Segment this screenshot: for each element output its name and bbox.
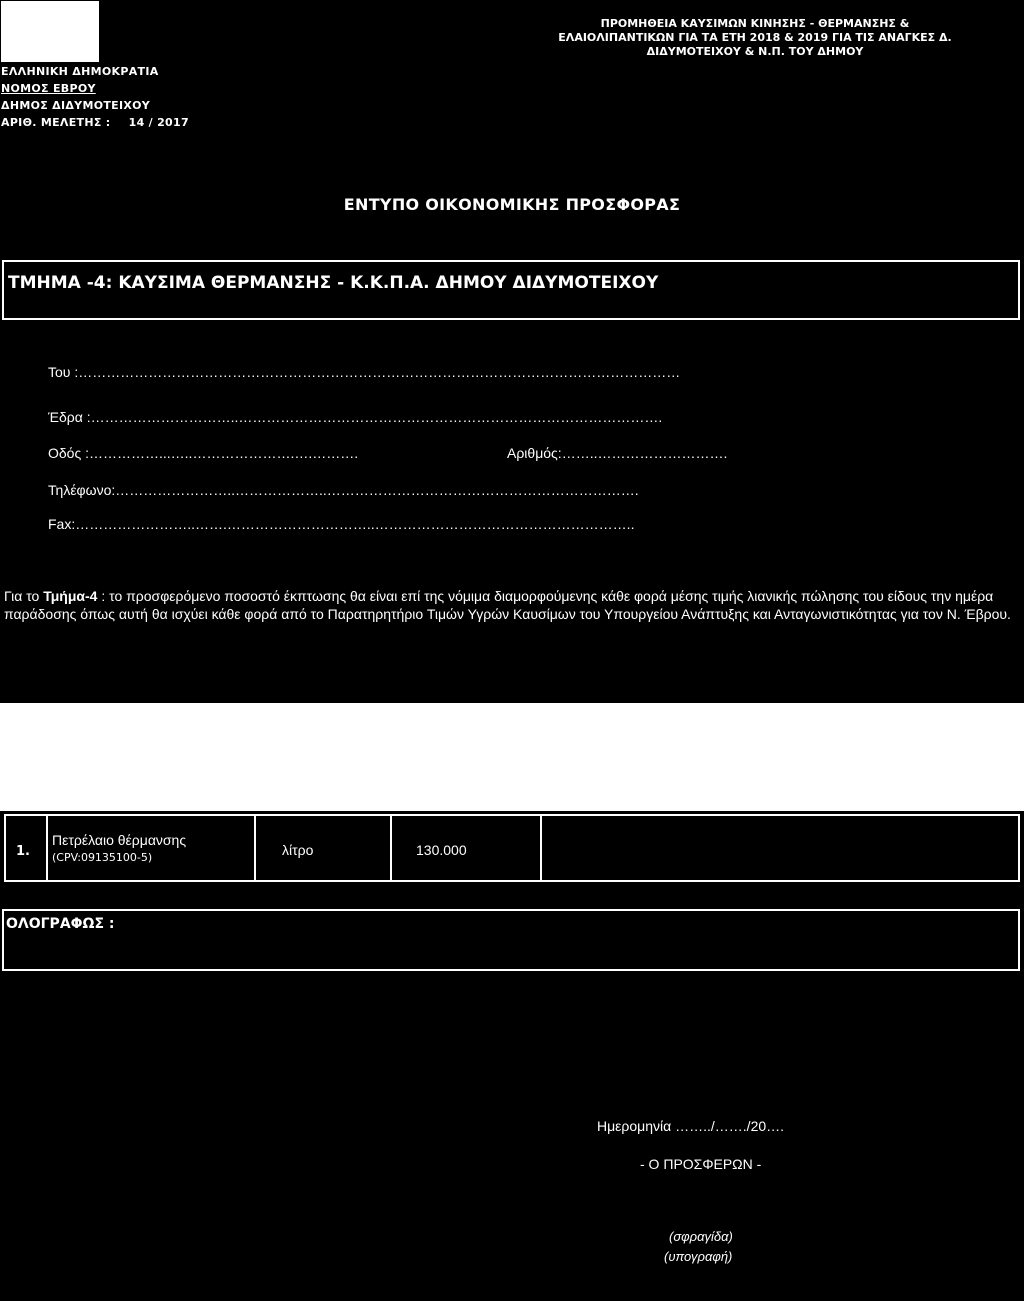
study-number-label: ΑΡΙΘ. ΜΕΛΕΤΗΣ :	[1, 116, 111, 129]
cell-discount[interactable]	[540, 814, 1020, 882]
row-num: 1.	[16, 844, 30, 859]
cell-num	[4, 814, 46, 882]
cell-unit	[254, 814, 390, 882]
signature-sign: (υπογραφή)	[664, 1249, 733, 1264]
project-line-2: ΕΛΑΙΟΛΙΠΑΝΤΙΚΩΝ ΓΙΑ ΤΑ ΕΤΗ 2018 & 2019 ΓΙΑ ΤΙΣ ΑΝΑΓΚΕΣ Δ.	[558, 31, 952, 44]
field-tilefono[interactable]: Τηλέφωνο:……………………..………………..………………………………………………………….	[48, 482, 639, 498]
para-prefix: Για το	[4, 588, 44, 604]
project-title	[520, 17, 990, 59]
olografos-label: ΟΛΟΓΡΑΦΩΣ :	[6, 916, 115, 932]
header-study-number	[1, 116, 189, 130]
cell-desc	[46, 814, 254, 882]
header-municipality: ΔΗΜΟΣ ΔΙΔΥΜΟΤΕΙΧΟΥ	[1, 99, 151, 112]
cell-qty	[390, 814, 540, 882]
field-edra[interactable]: Έδρα :…………………………..……………………………………………………………………………….	[48, 409, 663, 425]
signature-seal: (σφραγίδα)	[669, 1229, 733, 1244]
project-line-1: ΠΡΟΜΗΘΕΙΑ ΚΑΥΣΙΜΩΝ ΚΙΝΗΣΗΣ - ΘΕΡΜΑΝΣΗΣ &	[600, 17, 910, 30]
signature-offerer: - Ο ΠΡΟΣΦΕΡΩΝ -	[640, 1156, 762, 1172]
section-box	[2, 260, 1020, 320]
field-arithmos[interactable]: Αριθμός:……..……………………….	[507, 445, 728, 461]
header-prefecture: ΝΟΜΟΣ ΕΒΡΟΥ	[1, 82, 96, 95]
row-cpv: (CPV:09135100-5)	[52, 851, 153, 864]
row-qty: 130.000	[416, 842, 467, 858]
signature-date[interactable]: Ημερομηνία ……../……./20….	[597, 1118, 785, 1134]
section-title: ΤΜΗΜΑ -4: ΚΑΥΣΙΜΑ ΘΕΡΜΑΝΣΗΣ - Κ.Κ.Π.Α. ΔΗΜΟΥ ΔΙΔΥΜΟΤΕΙΧΟΥ	[8, 273, 659, 293]
field-fax[interactable]: Fax:……………………..…….…………………………..………………………………………………..	[48, 516, 635, 532]
form-title: ΕΝΤΥΠΟ ΟΙΚΟΝΟΜΙΚΗΣ ΠΡΟΣΦΟΡΑΣ	[343, 195, 681, 214]
table-row	[4, 814, 1020, 882]
field-odos[interactable]: Οδός :……………...…..………………….….……….	[48, 445, 359, 461]
emblem-placeholder	[1, 1, 99, 62]
conditions-paragraph	[4, 587, 1018, 623]
header-republic: ΕΛΛΗΝΙΚΗ ΔΗΜΟΚΡΑΤΙΑ	[1, 65, 159, 78]
olografos-box[interactable]	[2, 909, 1020, 971]
project-line-3: ΔΙΔΥΜΟΤΕΙΧΟΥ & Ν.Π. ΤΟΥ ΔΗΜΟΥ	[646, 45, 864, 58]
study-number-value: 14 / 2017	[128, 116, 189, 129]
para-text: : το προσφερόμενο ποσοστό έκπτωσης θα είναι επί της νόμιμα διαμορφούμενης κάθε φορά μέσης τιμής λιανικής πώλησης του είδους την ημέρα παράδοσης όπως αυτή θα ισχύει κάθε φορά από το Παρατηρητήριο Τιμών Υγρών Καυσίμων του Υπουργείου Ανάπτυξης και Ανταγωνιστικότητας για τον Ν. Έβρου.	[4, 588, 1011, 622]
para-bold: Τμήμα-4	[43, 588, 98, 604]
row-unit: λίτρο	[282, 842, 314, 858]
row-desc: Πετρέλαιο θέρμανσης	[52, 832, 187, 848]
field-tou[interactable]: Του :…………………………………………………………………………………………………………………	[48, 364, 681, 380]
table-header-band	[0, 703, 1024, 811]
